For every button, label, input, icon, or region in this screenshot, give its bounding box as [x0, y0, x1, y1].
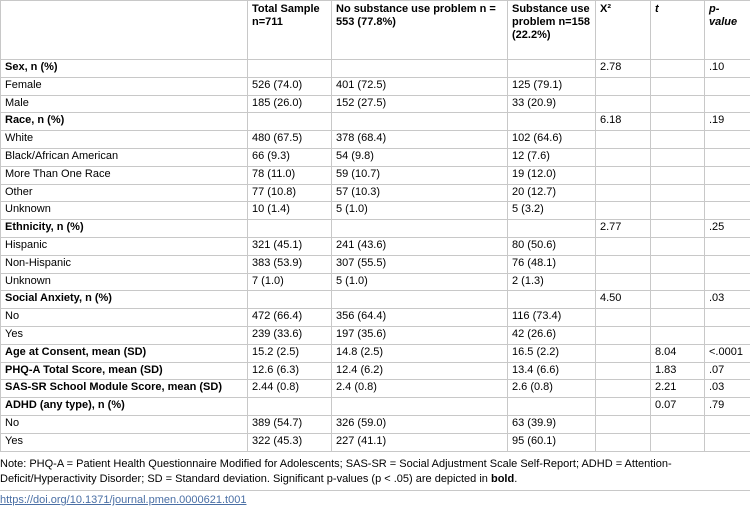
- p-value-cell: [705, 95, 750, 113]
- substance-cell: 63 (39.9): [508, 415, 596, 433]
- t-cell: [651, 60, 705, 78]
- t-cell: [651, 309, 705, 327]
- total-sample-cell: 10 (1.4): [248, 202, 332, 220]
- note-text: Note: PHQ-A = Patient Health Questionnaire Modified for Adolescents; SAS-SR = Social Adjustment Scale Self-Report; ADHD = Attention-Deficit/Hyperactivity Disorder; SD = Standard deviation. Significant p-values (p < .05) are depicted in: [0, 458, 672, 485]
- p-value-cell: .03: [705, 380, 750, 398]
- table-section-row: [1, 362, 750, 380]
- t-cell: [651, 415, 705, 433]
- t-cell: [651, 220, 705, 238]
- row-label: Male: [1, 95, 248, 113]
- row-label: Black/African American: [1, 148, 248, 166]
- p-value-cell: [705, 237, 750, 255]
- substance-cell: [508, 220, 596, 238]
- substance-cell: 5 (3.2): [508, 202, 596, 220]
- chi-square-cell: [596, 344, 651, 362]
- row-label: Unknown: [1, 273, 248, 291]
- table-section-row: [1, 398, 750, 416]
- chi-square-cell: [596, 309, 651, 327]
- t-cell: [651, 237, 705, 255]
- t-cell: 8.04: [651, 344, 705, 362]
- row-label: Social Anxiety, n (%): [1, 291, 248, 309]
- total-sample-cell: [248, 60, 332, 78]
- row-label: No: [1, 309, 248, 327]
- no-substance-cell: 307 (55.5): [332, 255, 508, 273]
- p-value-cell: .79: [705, 398, 750, 416]
- table-row: [1, 131, 750, 149]
- chi-square-cell: [596, 380, 651, 398]
- p-value-cell: [705, 148, 750, 166]
- table-note: [0, 457, 746, 487]
- table-row: [1, 166, 750, 184]
- substance-cell: 19 (12.0): [508, 166, 596, 184]
- total-sample-cell: 78 (11.0): [248, 166, 332, 184]
- no-substance-cell: [332, 398, 508, 416]
- total-sample-cell: 526 (74.0): [248, 77, 332, 95]
- total-sample-cell: [248, 398, 332, 416]
- table-row: [1, 273, 750, 291]
- p-value-cell: [705, 326, 750, 344]
- chi-square-cell: [596, 255, 651, 273]
- t-cell: [651, 273, 705, 291]
- column-header-t: t: [651, 1, 705, 60]
- column-header-no-substance: No substance use problem n = 553 (77.8%): [332, 1, 508, 60]
- total-sample-cell: [248, 291, 332, 309]
- no-substance-cell: 197 (35.6): [332, 326, 508, 344]
- table-body: [1, 60, 750, 452]
- chi-square-cell: [596, 148, 651, 166]
- no-substance-cell: 2.4 (0.8): [332, 380, 508, 398]
- no-substance-cell: 54 (9.8): [332, 148, 508, 166]
- no-substance-cell: 57 (10.3): [332, 184, 508, 202]
- no-substance-cell: 227 (41.1): [332, 433, 508, 451]
- no-substance-cell: [332, 291, 508, 309]
- no-substance-cell: 152 (27.5): [332, 95, 508, 113]
- p-value-cell: .25: [705, 220, 750, 238]
- p-value-cell: [705, 202, 750, 220]
- chi-square-cell: [596, 273, 651, 291]
- chi-square-cell: [596, 433, 651, 451]
- p-value-cell: <.0001: [705, 344, 750, 362]
- p-value-cell: [705, 415, 750, 433]
- no-substance-cell: 326 (59.0): [332, 415, 508, 433]
- chi-square-cell: 4.50: [596, 291, 651, 309]
- no-substance-cell: 241 (43.6): [332, 237, 508, 255]
- p-value-cell: [705, 77, 750, 95]
- substance-cell: 2.6 (0.8): [508, 380, 596, 398]
- chi-square-cell: [596, 77, 651, 95]
- row-label: SAS-SR School Module Score, mean (SD): [1, 380, 248, 398]
- p-value-cell: .10: [705, 60, 750, 78]
- table-row: [1, 237, 750, 255]
- total-sample-cell: 472 (66.4): [248, 309, 332, 327]
- table-section-row: [1, 60, 750, 78]
- table-row: [1, 77, 750, 95]
- no-substance-cell: 59 (10.7): [332, 166, 508, 184]
- total-sample-cell: 389 (54.7): [248, 415, 332, 433]
- chi-square-cell: [596, 398, 651, 416]
- substance-cell: 95 (60.1): [508, 433, 596, 451]
- p-value-cell: [705, 166, 750, 184]
- row-label: ADHD (any type), n (%): [1, 398, 248, 416]
- substance-cell: [508, 60, 596, 78]
- no-substance-cell: 12.4 (6.2): [332, 362, 508, 380]
- no-substance-cell: 5 (1.0): [332, 202, 508, 220]
- row-label: White: [1, 131, 248, 149]
- row-label: PHQ-A Total Score, mean (SD): [1, 362, 248, 380]
- p-value-cell: [705, 184, 750, 202]
- substance-cell: [508, 291, 596, 309]
- chi-square-cell: [596, 362, 651, 380]
- row-label: No: [1, 415, 248, 433]
- substance-cell: 20 (12.7): [508, 184, 596, 202]
- total-sample-cell: [248, 113, 332, 131]
- no-substance-cell: 378 (68.4): [332, 131, 508, 149]
- note-end: .: [514, 473, 518, 485]
- table-row: [1, 95, 750, 113]
- total-sample-cell: 322 (45.3): [248, 433, 332, 451]
- substance-cell: 2 (1.3): [508, 273, 596, 291]
- p-value-cell: .07: [705, 362, 750, 380]
- p-value-cell: .19: [705, 113, 750, 131]
- total-sample-cell: 66 (9.3): [248, 148, 332, 166]
- t-cell: [651, 113, 705, 131]
- note-divider: [0, 451, 750, 452]
- doi-link[interactable]: https://doi.org/10.1371/journal.pmen.0000621.t001: [0, 494, 247, 506]
- chi-square-cell: [596, 95, 651, 113]
- table-row: [1, 415, 750, 433]
- total-sample-cell: 480 (67.5): [248, 131, 332, 149]
- chi-square-cell: 2.78: [596, 60, 651, 78]
- chi-square-cell: [596, 415, 651, 433]
- column-header-chi-square: X²: [596, 1, 651, 60]
- substance-cell: 42 (26.6): [508, 326, 596, 344]
- no-substance-cell: [332, 113, 508, 131]
- substance-cell: 76 (48.1): [508, 255, 596, 273]
- column-header-label: [1, 1, 248, 60]
- column-header-substance: Substance use problem n=158 (22.2%): [508, 1, 596, 60]
- substance-cell: 33 (20.9): [508, 95, 596, 113]
- total-sample-cell: 12.6 (6.3): [248, 362, 332, 380]
- table-row: [1, 326, 750, 344]
- no-substance-cell: 401 (72.5): [332, 77, 508, 95]
- p-value-cell: [705, 255, 750, 273]
- p-value-cell: [705, 433, 750, 451]
- p-value-cell: [705, 309, 750, 327]
- column-header-total: Total Sample n=711: [248, 1, 332, 60]
- substance-cell: [508, 398, 596, 416]
- chi-square-cell: 6.18: [596, 113, 651, 131]
- no-substance-cell: 5 (1.0): [332, 273, 508, 291]
- row-label: Age at Consent, mean (SD): [1, 344, 248, 362]
- total-sample-cell: 15.2 (2.5): [248, 344, 332, 362]
- note-bold-word: bold: [490, 473, 515, 485]
- total-sample-cell: 2.44 (0.8): [248, 380, 332, 398]
- t-cell: [651, 291, 705, 309]
- table-row: [1, 309, 750, 327]
- substance-cell: 116 (73.4): [508, 309, 596, 327]
- substance-cell: 102 (64.6): [508, 131, 596, 149]
- row-label: Female: [1, 77, 248, 95]
- row-label: More Than One Race: [1, 166, 248, 184]
- t-cell: [651, 95, 705, 113]
- table-row: [1, 184, 750, 202]
- total-sample-cell: 321 (45.1): [248, 237, 332, 255]
- substance-cell: [508, 113, 596, 131]
- row-label: Race, n (%): [1, 113, 248, 131]
- table-row: [1, 255, 750, 273]
- total-sample-cell: 383 (53.9): [248, 255, 332, 273]
- row-label: Other: [1, 184, 248, 202]
- doi-divider: [0, 490, 750, 491]
- no-substance-cell: [332, 220, 508, 238]
- p-value-cell: [705, 131, 750, 149]
- t-cell: [651, 77, 705, 95]
- table-row: [1, 202, 750, 220]
- no-substance-cell: [332, 60, 508, 78]
- t-cell: 0.07: [651, 398, 705, 416]
- t-cell: [651, 433, 705, 451]
- chi-square-cell: [596, 131, 651, 149]
- chi-square-cell: 2.77: [596, 220, 651, 238]
- row-label: Non-Hispanic: [1, 255, 248, 273]
- substance-cell: 12 (7.6): [508, 148, 596, 166]
- total-sample-cell: 239 (33.6): [248, 326, 332, 344]
- chi-square-cell: [596, 326, 651, 344]
- t-cell: [651, 131, 705, 149]
- total-sample-cell: 77 (10.8): [248, 184, 332, 202]
- substance-cell: 125 (79.1): [508, 77, 596, 95]
- chi-square-cell: [596, 184, 651, 202]
- row-label: Yes: [1, 326, 248, 344]
- chi-square-cell: [596, 237, 651, 255]
- table-section-row: [1, 113, 750, 131]
- row-label: Hispanic: [1, 237, 248, 255]
- chi-square-cell: [596, 202, 651, 220]
- p-value-cell: [705, 273, 750, 291]
- table-section-row: [1, 344, 750, 362]
- t-cell: [651, 166, 705, 184]
- chi-square-cell: [596, 166, 651, 184]
- no-substance-cell: 14.8 (2.5): [332, 344, 508, 362]
- t-cell: [651, 326, 705, 344]
- no-substance-cell: 356 (64.4): [332, 309, 508, 327]
- t-cell: [651, 184, 705, 202]
- t-cell: [651, 148, 705, 166]
- row-label: Sex, n (%): [1, 60, 248, 78]
- total-sample-cell: [248, 220, 332, 238]
- table-section-row: [1, 220, 750, 238]
- substance-cell: 16.5 (2.2): [508, 344, 596, 362]
- row-label: Ethnicity, n (%): [1, 220, 248, 238]
- table-row: [1, 148, 750, 166]
- row-label: Unknown: [1, 202, 248, 220]
- substance-cell: 13.4 (6.6): [508, 362, 596, 380]
- p-value-cell: .03: [705, 291, 750, 309]
- table-section-row: [1, 291, 750, 309]
- row-label: Yes: [1, 433, 248, 451]
- t-cell: [651, 255, 705, 273]
- column-header-p-value: p-value: [705, 1, 750, 60]
- table-section-row: [1, 380, 750, 398]
- total-sample-cell: 185 (26.0): [248, 95, 332, 113]
- t-cell: [651, 202, 705, 220]
- substance-cell: 80 (50.6): [508, 237, 596, 255]
- column-header-row: [1, 1, 750, 60]
- t-cell: 2.21: [651, 380, 705, 398]
- table-row: [1, 433, 750, 451]
- total-sample-cell: 7 (1.0): [248, 273, 332, 291]
- t-cell: 1.83: [651, 362, 705, 380]
